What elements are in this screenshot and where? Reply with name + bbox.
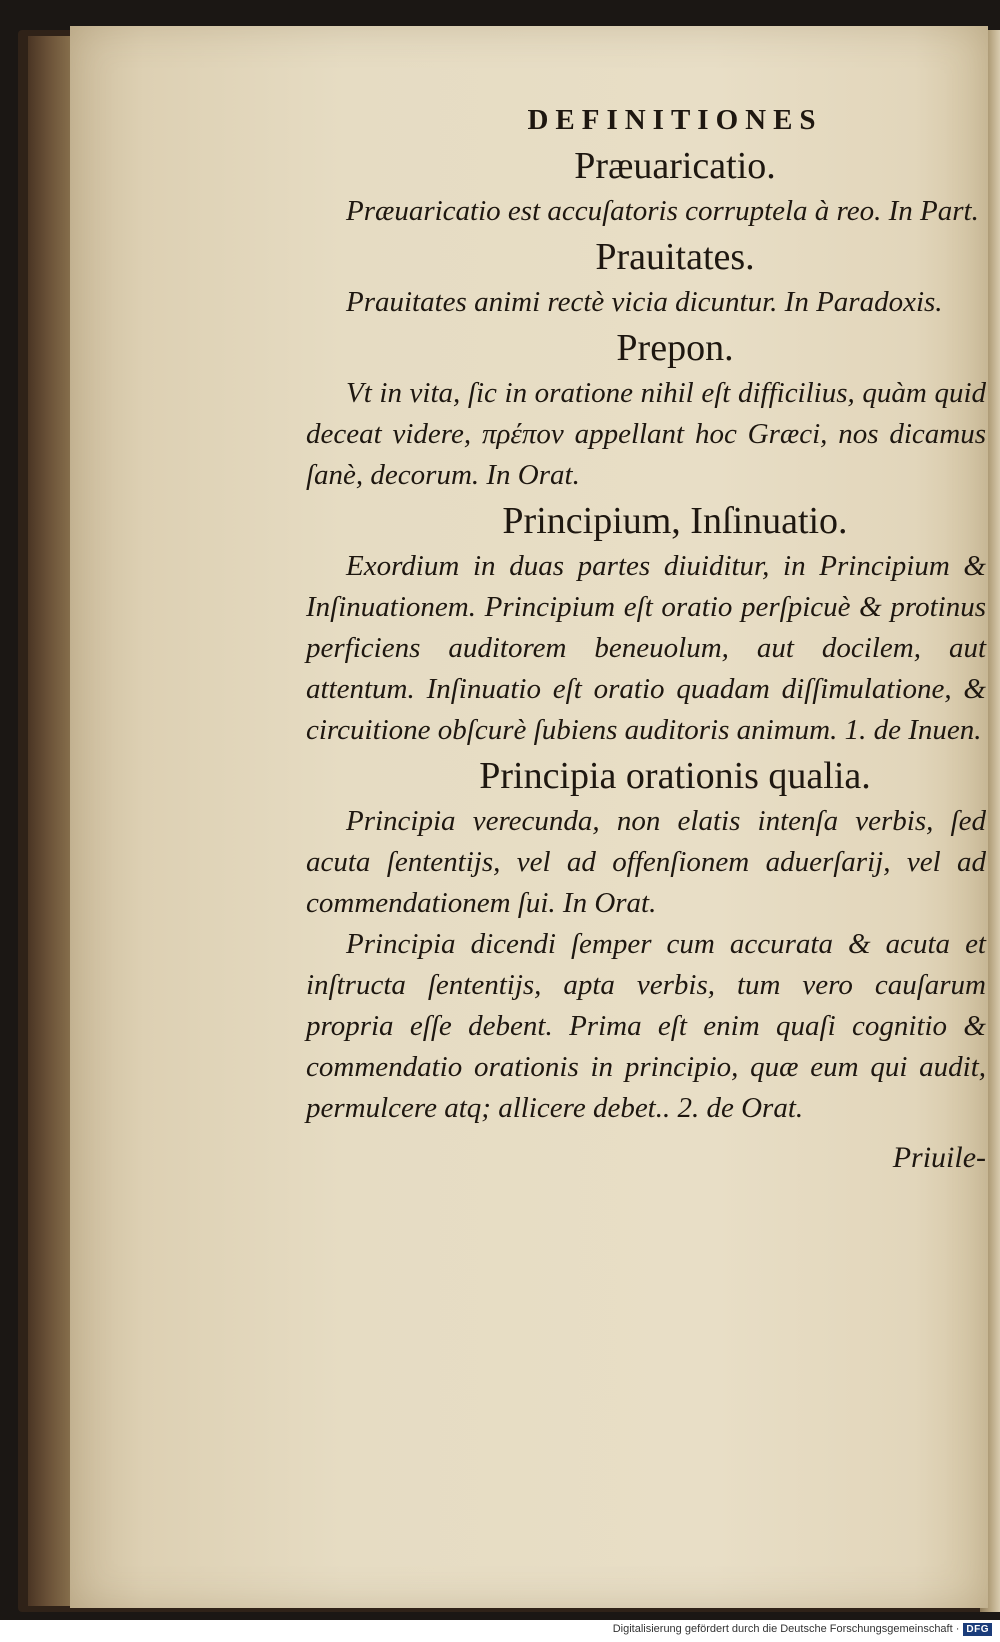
entry-paragraph: Prauitates animi rectè vicia dicuntur. In Paradoxis. xyxy=(346,286,943,318)
entry-heading: Principium, Inſinuatio. xyxy=(502,500,848,542)
entry-principium-insinuatio xyxy=(306,498,986,751)
entry-prepon xyxy=(306,325,986,496)
book-spine-edge xyxy=(28,36,74,1606)
entry-paragraph: Vt in vita, ſic in oratione nihil eſt difficilius, quàm quid deceat videre, πρέπον appellant hoc Græci, nos dicamus ſanè, decorum. In Orat. xyxy=(306,377,986,491)
catchword: Priuile- xyxy=(892,1141,986,1174)
dfg-logo-icon: DFG xyxy=(963,1623,992,1636)
running-head: DEFINITIONES xyxy=(527,104,823,136)
entry-paragraph: Exordium in duas partes diuiditur, in Principium & Inſinuationem. Principium eſt oratio perſpicuè & protinus perficiens auditorem beneuolum, aut docilem, aut attentum. Inſinuatio eſt oratio quadam diſſimulatione, & circuitione obſcurè ſubiens auditoris animum. 1. de Inuen. xyxy=(306,550,986,746)
entry-praeuaricatio xyxy=(306,143,986,232)
funding-footer xyxy=(613,1620,992,1638)
entry-heading: Prepon. xyxy=(616,327,734,369)
page-text xyxy=(306,104,986,1175)
entry-heading: Prauitates. xyxy=(595,236,755,278)
entry-paragraph: Principia dicendi ſemper cum accurata & acuta et inſtructa ſententijs, apta verbis, tum vero cauſarum propria eſſe debent. Prima eſt enim quaſi cognitio & commendatio orationis in principio, quæ eum qui audit, permulcere atq; allicere debet.. 2. de Orat. xyxy=(306,928,986,1124)
entry-heading: Principia orationis qualia. xyxy=(479,755,871,797)
entry-paragraph: Præuaricatio est accuſatoris corruptela à reo. In Part. xyxy=(346,195,979,227)
entry-principia-orationis xyxy=(306,753,986,1129)
entry-heading: Præuaricatio. xyxy=(574,145,776,187)
footer-text: Digitalisierung gefördert durch die Deutsche Forschungsgemeinschaft · xyxy=(612,1623,960,1635)
entry-paragraph: Principia verecunda, non elatis intenſa verbis, ſed acuta ſententijs, vel ad offenſionem aduerſarij, vel ad commendationem ſui. In Orat. xyxy=(306,805,986,919)
entry-prauitates xyxy=(306,234,986,323)
